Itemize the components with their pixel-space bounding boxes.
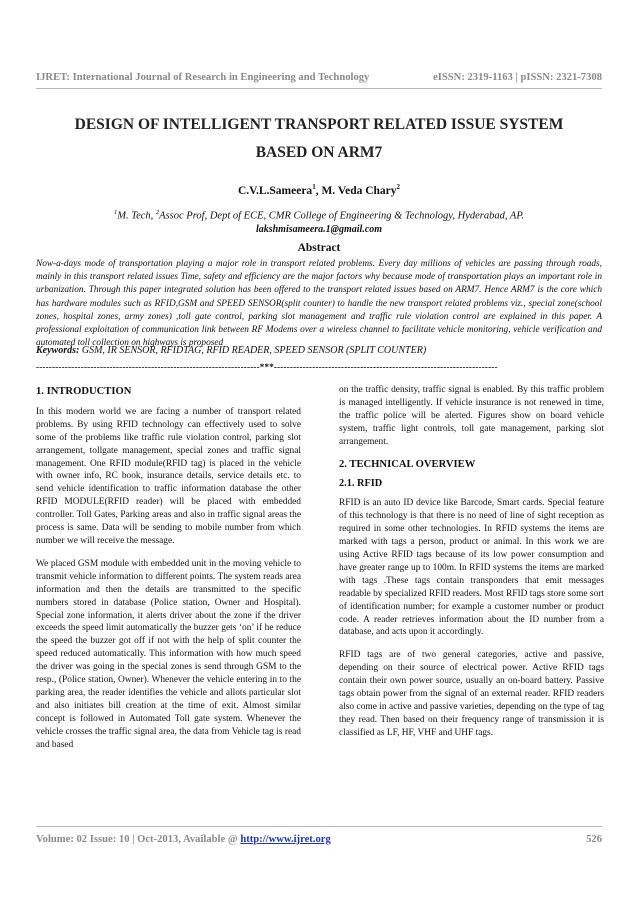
section-heading-introduction: 1. INTRODUCTION <box>36 386 132 397</box>
header-rule <box>36 88 602 89</box>
footer-rule <box>36 826 602 827</box>
keywords <box>36 345 602 356</box>
affil-part-2: Assoc Prof, Dept of ECE, CMR College of Engineering & Technology, Hyderabad, AP. <box>159 210 525 222</box>
footer-volume-text: Volume: 02 Issue: 10 | Oct-2013, Available @ <box>36 834 241 845</box>
affil-part-1: M. Tech, <box>117 210 156 222</box>
section-separator: ----------------------------------------------------------------------***---------------------------------------------------------------------- <box>36 362 498 372</box>
author-2-sup: 2 <box>396 183 401 191</box>
author-1-sup: 1 <box>312 183 316 191</box>
running-footer <box>36 834 602 845</box>
author-2: M. Veda Chary <box>321 184 397 197</box>
author-separator: , <box>315 184 322 197</box>
right-column <box>339 384 604 750</box>
keywords-label: Keywords: <box>36 345 80 356</box>
rfid-paragraph-1: RFID is an auto ID device like Barcode, Smart cards. Special feature of this technology is that there is no need of line of sight reception as required in some other technologies. In RFID systems the items are marked with tags a person, product or animal. In this work we are using Active RFID tags because of its low power consumption and have greater range up to 100m. In RFID systems the items are marked with tags .These tags contain transponders that emit messages readable by specialized RFID readers. Most RFID tags store some sort of identification number; for example a customer number or product code. A reader retrieves information about the ID number from a database, and acts upon it accordingly. <box>339 498 604 638</box>
abstract-text: Now-a-days mode of transportation playing a major role in transport related problems. Every day millions of vehicles are passing through roads, mainly in this transport related issues Time, safety and efficiency are the major factors why because mode of transportation plays an important role in urbanization. Through this paper integrated solution has been offered to the transport related issues based on ARM7. Hence ARM7 is the core which has hardware modules such as RFID,GSM and SPEED SENSOR(split counter) to handle the new transport related problems viz., special zone(school zones, hospital zones, army zones) ,toll gate control, parking slot management and traffic rule violation control are explained in this paper. A professional exploitation of communication link between RF Modems over a wireless channel to facilitate vehicle monitoring, vehicle verification and automated toll collection on highways is proposed <box>36 259 602 349</box>
keywords-text: GSM, IR SENSOR, RFIDTAG, RFID READER, SPEED SENSOR (SPLIT COUNTER) <box>79 345 427 356</box>
intro-paragraph-1: In this modern world we are facing a number of transport related problems. By using RFID technology can effectively used to solve some of the problems like traffic rule violation control, parking slot arrangement, tollgate management, special zones and traffic signal management. One RFID module(RFID tag) is placed in the vehicle with owner info, RC book, insurance details, service details etc. to send vehicle identification to traffic information database the other RFID MODULE(RFID reader) will be placed with embedded controller. Toll Gates, Parking areas and also in traffic signal areas the process is same. Data will be sending to mobile number from which number we will receive the message. <box>36 406 301 546</box>
affil-sup-2: 2 <box>155 209 160 216</box>
author-1: C.V.L.Sameera <box>237 184 313 197</box>
left-column <box>36 386 301 761</box>
paper-title-line1: DESIGN OF INTELLIGENT TRANSPORT RELATED ISSUE SYSTEM <box>74 116 564 133</box>
paper-title-line2: BASED ON ARM7 <box>255 144 383 161</box>
page-number: 526 <box>586 834 602 845</box>
intro-paragraph-2: We placed GSM module with embedded unit in the moving vehicle to transmit vehicle information to different points. The system reads area information and then the details are transmitted to the specific numbers stored in database (Police station, Owner and Hospital). Special zone information, it alerts driver about the zone if the driver exceeds the speed limit automatically the buzzer gets ‘on’ if he reduce the speed the buzzer got off if not with the help of split counter the speed reduced automatically. This information with how much speed the driver was going in the special zones is send through GSM to the resp., (Police station, Owner). Whenever the vehicle entering in to the parking area, the reader identifies the vehicle and allots particular slot and also initiates bill creation at the time of exit. Almost similar concept is followed in Automated Toll gate system. Whenever the vehicle crosses the traffic signal area, the data from Vehicle tag is read and based <box>36 558 301 750</box>
running-header <box>36 72 602 83</box>
section-heading-technical-overview: 2. TECHNICAL OVERVIEW <box>339 458 476 470</box>
journal-link[interactable]: http://www.ijret.org <box>240 834 331 845</box>
journal-name: IJRET: International Journal of Research in Engineering and Technology <box>36 72 370 83</box>
footer-volume <box>36 834 331 845</box>
abstract-heading: Abstract <box>297 242 341 254</box>
affiliation <box>36 209 602 222</box>
issn: eISSN: 2319-1163 | pISSN: 2321-7308 <box>433 72 602 83</box>
authors <box>36 183 602 197</box>
subsection-heading-rfid: 2.1. RFID <box>339 478 383 490</box>
affil-sup-1: 1 <box>113 209 118 216</box>
rfid-paragraph-2: RFID tags are of two general categories, active and passive, depending on their source of electrical power. Active RFID tags contain their own power source, usually an on-board battery. Passive tags obtain power from the signal of an external reader. RFID readers also come in active and passive varieties, depending on the type of tag they read. Then based on their frequency range of transmission it is classified as LF, HF, VHF and UHF tags. <box>339 650 604 738</box>
author-email: lakshmisameera.1@gmail.com <box>255 224 383 235</box>
intro-paragraph-3: on the traffic density, traffic signal is enabled. By this traffic problem is managed intelligently. If vehicle insurance is not renewed in time, the traffic police will be alerted. Figures show on board vehicle system, traffic light controls, toll gate management, parking slot arrangement. <box>339 385 604 447</box>
